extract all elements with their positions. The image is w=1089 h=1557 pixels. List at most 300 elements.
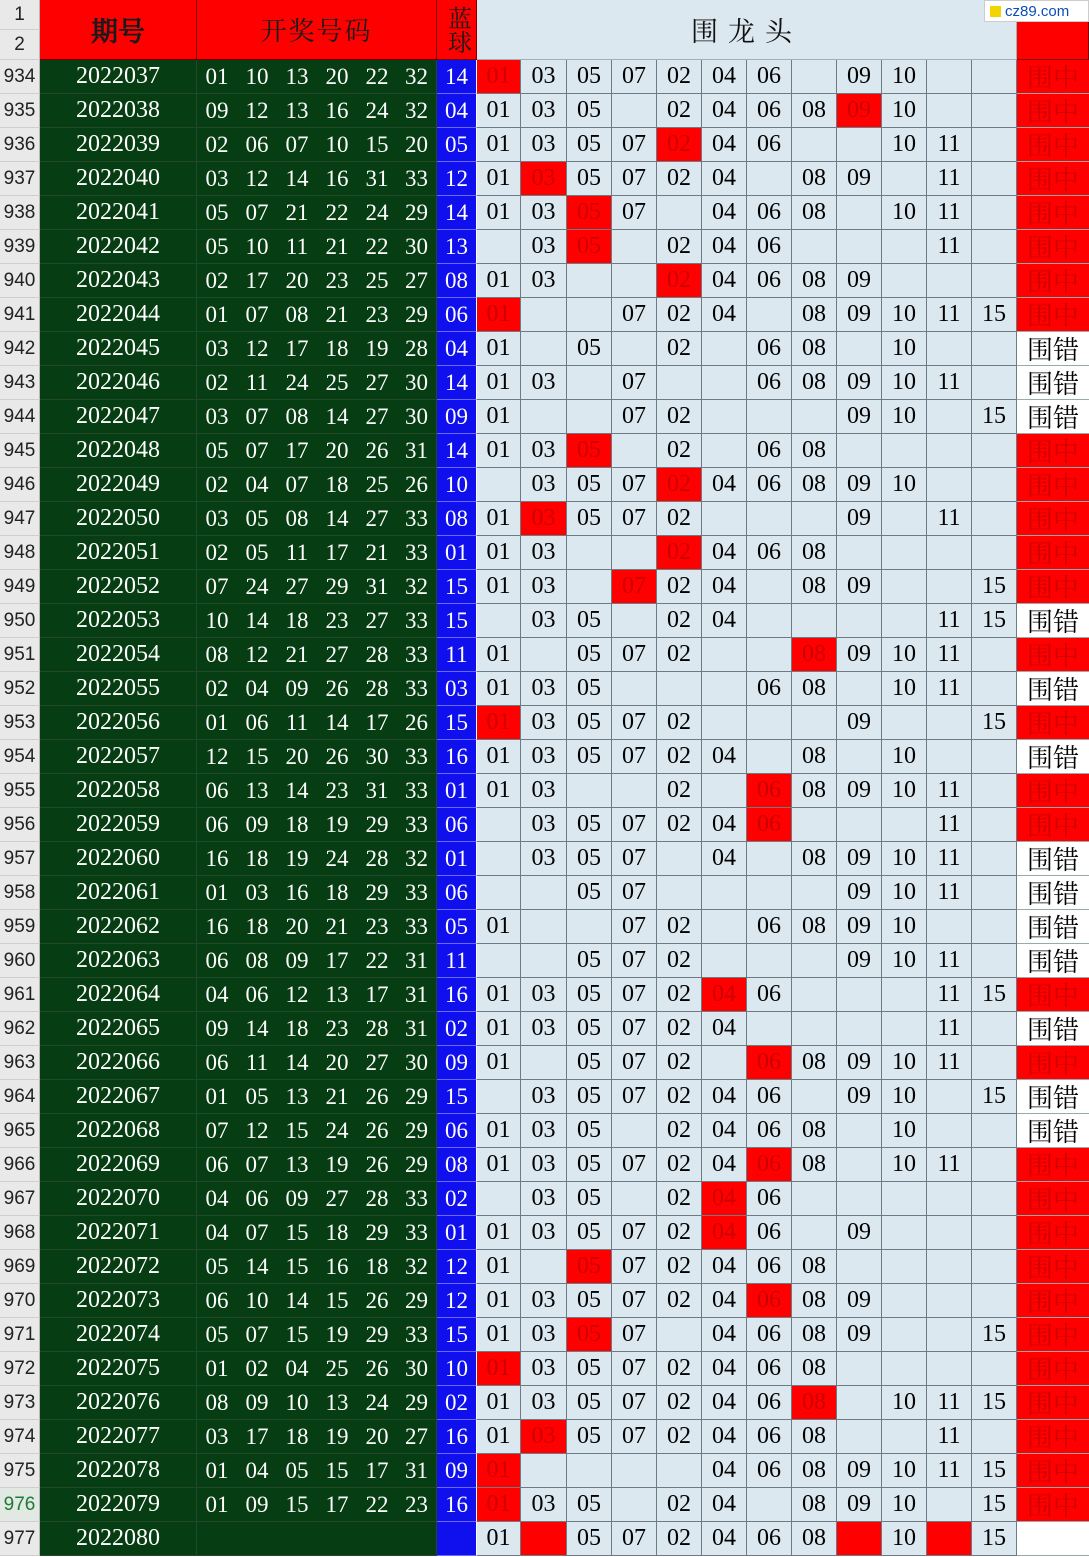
red-ball-cell[interactable]: 16 xyxy=(317,162,357,196)
red-ball-cell[interactable]: 17 xyxy=(317,536,357,570)
red-ball-cell[interactable] xyxy=(197,1522,237,1556)
wlt-cell[interactable]: 05 xyxy=(567,1386,612,1420)
red-ball-cell[interactable]: 28 xyxy=(357,1012,397,1046)
wlt-cell[interactable] xyxy=(612,1182,657,1216)
wlt-cell[interactable]: 01 xyxy=(477,1012,521,1046)
result-cell[interactable]: 围中 xyxy=(1017,60,1089,94)
wlt-cell[interactable] xyxy=(882,604,927,638)
wlt-cell[interactable]: 01 xyxy=(477,196,521,230)
wlt-cell[interactable]: 05 xyxy=(567,672,612,706)
red-ball-cell[interactable]: 08 xyxy=(237,944,277,978)
red-ball-cell[interactable]: 27 xyxy=(357,366,397,400)
wlt-cell[interactable]: 03 xyxy=(521,1080,567,1114)
red-ball-cell[interactable]: 27 xyxy=(397,264,437,298)
wlt-cell[interactable] xyxy=(521,876,567,910)
row-number[interactable]: 976 xyxy=(0,1488,40,1522)
result-cell[interactable]: 围中 xyxy=(1017,128,1089,162)
wlt-cell[interactable]: 15 xyxy=(972,400,1017,434)
wlt-cell[interactable]: 07 xyxy=(612,1522,657,1556)
red-ball-cell[interactable]: 06 xyxy=(197,808,237,842)
red-ball-cell[interactable]: 05 xyxy=(237,502,277,536)
wlt-cell[interactable] xyxy=(972,1284,1017,1318)
wlt-cell[interactable]: 06 xyxy=(747,672,792,706)
wlt-cell[interactable]: 06 xyxy=(747,332,792,366)
period-cell[interactable]: 2022048 xyxy=(40,434,197,468)
wlt-cell[interactable]: 08 xyxy=(792,570,837,604)
wlt-cell[interactable] xyxy=(972,808,1017,842)
red-ball-cell[interactable]: 07 xyxy=(237,1216,277,1250)
wlt-cell[interactable]: 10 xyxy=(882,1046,927,1080)
wlt-cell[interactable]: 11 xyxy=(927,978,972,1012)
wlt-cell[interactable]: 10 xyxy=(882,672,927,706)
wlt-cell[interactable] xyxy=(567,264,612,298)
wlt-hit-cell[interactable]: 06 xyxy=(747,1046,792,1080)
blue-ball-cell[interactable]: 16 xyxy=(437,978,477,1012)
wlt-cell[interactable]: 05 xyxy=(567,876,612,910)
red-ball-cell[interactable]: 33 xyxy=(397,1216,437,1250)
wlt-cell[interactable]: 07 xyxy=(612,196,657,230)
period-cell[interactable]: 2022054 xyxy=(40,638,197,672)
wlt-cell[interactable]: 11 xyxy=(927,196,972,230)
red-ball-cell[interactable]: 33 xyxy=(397,502,437,536)
red-ball-cell[interactable]: 11 xyxy=(277,230,317,264)
wlt-cell[interactable]: 10 xyxy=(882,94,927,128)
result-cell[interactable]: 围中 xyxy=(1017,1454,1089,1488)
period-cell[interactable]: 2022075 xyxy=(40,1352,197,1386)
wlt-cell[interactable]: 09 xyxy=(837,774,882,808)
red-ball-cell[interactable]: 15 xyxy=(277,1250,317,1284)
wlt-hit-cell[interactable]: 09 xyxy=(837,94,882,128)
red-ball-cell[interactable]: 12 xyxy=(277,978,317,1012)
red-ball-cell[interactable]: 26 xyxy=(357,1284,397,1318)
wlt-cell[interactable]: 10 xyxy=(882,1386,927,1420)
wlt-cell[interactable] xyxy=(702,502,747,536)
wlt-cell[interactable]: 03 xyxy=(521,1012,567,1046)
wlt-cell[interactable] xyxy=(837,1386,882,1420)
period-cell[interactable]: 2022069 xyxy=(40,1148,197,1182)
wlt-cell[interactable]: 01 xyxy=(477,570,521,604)
wlt-cell[interactable]: 09 xyxy=(837,706,882,740)
period-cell[interactable]: 2022068 xyxy=(40,1114,197,1148)
wlt-hit-cell[interactable]: 04 xyxy=(702,1216,747,1250)
red-ball-cell[interactable]: 02 xyxy=(197,128,237,162)
red-ball-cell[interactable]: 17 xyxy=(277,332,317,366)
result-cell[interactable]: 围错 xyxy=(1017,672,1089,706)
row-number[interactable]: 961 xyxy=(0,978,40,1012)
wlt-cell[interactable]: 11 xyxy=(927,808,972,842)
blue-ball-cell[interactable]: 08 xyxy=(437,1148,477,1182)
wlt-cell[interactable]: 03 xyxy=(521,1318,567,1352)
red-ball-cell[interactable]: 27 xyxy=(357,502,397,536)
red-ball-cell[interactable]: 28 xyxy=(357,1182,397,1216)
wlt-cell[interactable]: 06 xyxy=(747,264,792,298)
red-ball-cell[interactable]: 06 xyxy=(197,774,237,808)
wlt-cell[interactable]: 08 xyxy=(792,1352,837,1386)
red-ball-cell[interactable]: 29 xyxy=(357,1318,397,1352)
red-ball-cell[interactable]: 19 xyxy=(317,808,357,842)
wlt-cell[interactable]: 01 xyxy=(477,978,521,1012)
blue-ball-cell[interactable]: 14 xyxy=(437,196,477,230)
red-ball-cell[interactable]: 04 xyxy=(197,978,237,1012)
wlt-cell[interactable] xyxy=(882,706,927,740)
red-ball-cell[interactable]: 22 xyxy=(317,196,357,230)
wlt-cell[interactable] xyxy=(567,298,612,332)
row-number[interactable]: 950 xyxy=(0,604,40,638)
red-ball-cell[interactable]: 05 xyxy=(197,196,237,230)
wlt-cell[interactable]: 04 xyxy=(702,536,747,570)
wlt-cell[interactable]: 02 xyxy=(657,1046,702,1080)
row-number[interactable]: 960 xyxy=(0,944,40,978)
wlt-cell[interactable]: 07 xyxy=(612,1318,657,1352)
red-ball-cell[interactable]: 14 xyxy=(237,1012,277,1046)
wlt-cell[interactable] xyxy=(792,1182,837,1216)
blue-ball-cell[interactable]: 02 xyxy=(437,1012,477,1046)
wlt-cell[interactable]: 11 xyxy=(927,366,972,400)
red-ball-cell[interactable]: 07 xyxy=(277,128,317,162)
wlt-cell[interactable]: 15 xyxy=(972,298,1017,332)
wlt-cell[interactable]: 05 xyxy=(567,1080,612,1114)
wlt-cell[interactable] xyxy=(521,638,567,672)
wlt-cell[interactable]: 08 xyxy=(792,94,837,128)
red-ball-cell[interactable]: 20 xyxy=(317,434,357,468)
wlt-cell[interactable] xyxy=(747,1012,792,1046)
wlt-cell[interactable]: 01 xyxy=(477,162,521,196)
red-ball-cell[interactable]: 10 xyxy=(237,60,277,94)
red-ball-cell[interactable]: 22 xyxy=(357,944,397,978)
wlt-cell[interactable] xyxy=(927,434,972,468)
wlt-cell[interactable]: 15 xyxy=(972,706,1017,740)
red-ball-cell[interactable]: 18 xyxy=(277,808,317,842)
wlt-cell[interactable] xyxy=(521,1046,567,1080)
wlt-cell[interactable]: 08 xyxy=(792,1454,837,1488)
wlt-cell[interactable]: 09 xyxy=(837,468,882,502)
wlt-cell[interactable]: 08 xyxy=(792,468,837,502)
red-ball-cell[interactable]: 31 xyxy=(357,774,397,808)
wlt-cell[interactable]: 09 xyxy=(837,366,882,400)
wlt-cell[interactable] xyxy=(837,196,882,230)
wlt-cell[interactable]: 15 xyxy=(972,570,1017,604)
wlt-cell[interactable] xyxy=(521,1250,567,1284)
red-ball-cell[interactable]: 31 xyxy=(397,944,437,978)
period-cell[interactable]: 2022039 xyxy=(40,128,197,162)
red-ball-cell[interactable]: 02 xyxy=(237,1352,277,1386)
wlt-cell[interactable]: 11 xyxy=(927,638,972,672)
row-number[interactable]: 952 xyxy=(0,672,40,706)
wlt-cell[interactable] xyxy=(882,502,927,536)
wlt-cell[interactable] xyxy=(521,332,567,366)
result-cell[interactable]: 围中 xyxy=(1017,1488,1089,1522)
red-ball-cell[interactable] xyxy=(237,1522,277,1556)
red-ball-cell[interactable]: 24 xyxy=(237,570,277,604)
red-ball-cell[interactable]: 24 xyxy=(357,1386,397,1420)
result-cell[interactable]: 围错 xyxy=(1017,842,1089,876)
wlt-cell[interactable] xyxy=(477,842,521,876)
wlt-cell[interactable] xyxy=(927,536,972,570)
wlt-cell[interactable]: 02 xyxy=(657,434,702,468)
blue-ball-cell[interactable]: 01 xyxy=(437,774,477,808)
wlt-cell[interactable] xyxy=(567,536,612,570)
wlt-cell[interactable]: 07 xyxy=(612,468,657,502)
red-ball-cell[interactable]: 04 xyxy=(197,1182,237,1216)
red-ball-cell[interactable]: 19 xyxy=(317,1148,357,1182)
red-ball-cell[interactable]: 07 xyxy=(237,298,277,332)
red-ball-cell[interactable]: 09 xyxy=(277,672,317,706)
red-ball-cell[interactable]: 02 xyxy=(197,468,237,502)
wlt-hit-cell[interactable]: 07 xyxy=(612,570,657,604)
red-ball-cell[interactable]: 17 xyxy=(237,264,277,298)
wlt-cell[interactable] xyxy=(882,1216,927,1250)
red-ball-cell[interactable]: 12 xyxy=(237,162,277,196)
red-ball-cell[interactable]: 25 xyxy=(357,264,397,298)
wlt-cell[interactable]: 01 xyxy=(477,740,521,774)
row-number[interactable]: 945 xyxy=(0,434,40,468)
wlt-cell[interactable]: 09 xyxy=(837,400,882,434)
wlt-cell[interactable]: 10 xyxy=(882,1488,927,1522)
red-ball-cell[interactable]: 14 xyxy=(237,604,277,638)
wlt-cell[interactable] xyxy=(972,1114,1017,1148)
wlt-cell[interactable]: 01 xyxy=(477,434,521,468)
wlt-cell[interactable] xyxy=(747,400,792,434)
wlt-cell[interactable]: 06 xyxy=(747,536,792,570)
red-ball-cell[interactable]: 23 xyxy=(397,1488,437,1522)
blue-ball-cell[interactable]: 15 xyxy=(437,570,477,604)
wlt-hit-cell[interactable]: 04 xyxy=(702,978,747,1012)
red-ball-cell[interactable]: 29 xyxy=(397,1114,437,1148)
wlt-cell[interactable]: 08 xyxy=(792,774,837,808)
row-number[interactable]: 971 xyxy=(0,1318,40,1352)
wlt-cell[interactable]: 03 xyxy=(521,196,567,230)
wlt-cell[interactable]: 09 xyxy=(837,876,882,910)
red-ball-cell[interactable]: 13 xyxy=(237,774,277,808)
red-ball-cell[interactable]: 21 xyxy=(277,196,317,230)
blue-ball-cell[interactable]: 06 xyxy=(437,808,477,842)
blue-ball-cell[interactable]: 06 xyxy=(437,876,477,910)
wlt-cell[interactable] xyxy=(747,842,792,876)
result-cell[interactable]: 围错 xyxy=(1017,1012,1089,1046)
wlt-cell[interactable] xyxy=(792,944,837,978)
wlt-cell[interactable]: 02 xyxy=(657,1284,702,1318)
period-cell[interactable]: 2022056 xyxy=(40,706,197,740)
blue-ball-cell[interactable]: 15 xyxy=(437,1318,477,1352)
wlt-cell[interactable]: 09 xyxy=(837,1046,882,1080)
wlt-cell[interactable] xyxy=(792,128,837,162)
red-ball-cell[interactable]: 11 xyxy=(237,366,277,400)
red-ball-cell[interactable]: 20 xyxy=(317,1046,357,1080)
wlt-cell[interactable] xyxy=(927,468,972,502)
wlt-cell[interactable]: 03 xyxy=(521,60,567,94)
wlt-cell[interactable]: 11 xyxy=(927,672,972,706)
wlt-cell[interactable]: 04 xyxy=(702,230,747,264)
wlt-cell[interactable]: 11 xyxy=(927,162,972,196)
wlt-cell[interactable]: 09 xyxy=(837,910,882,944)
result-cell[interactable]: 围中 xyxy=(1017,1250,1089,1284)
red-ball-cell[interactable]: 15 xyxy=(277,1488,317,1522)
wlt-cell[interactable]: 04 xyxy=(702,1318,747,1352)
red-ball-cell[interactable]: 25 xyxy=(357,468,397,502)
wlt-cell[interactable]: 08 xyxy=(792,196,837,230)
red-ball-cell[interactable]: 07 xyxy=(237,434,277,468)
row-number[interactable]: 957 xyxy=(0,842,40,876)
red-ball-cell[interactable]: 20 xyxy=(397,128,437,162)
wlt-cell[interactable] xyxy=(792,1216,837,1250)
wlt-cell[interactable]: 07 xyxy=(612,910,657,944)
wlt-cell[interactable] xyxy=(882,978,927,1012)
wlt-cell[interactable]: 06 xyxy=(747,1318,792,1352)
wlt-cell[interactable] xyxy=(792,978,837,1012)
red-ball-cell[interactable]: 05 xyxy=(237,1080,277,1114)
red-ball-cell[interactable]: 03 xyxy=(197,1420,237,1454)
wlt-cell[interactable] xyxy=(927,1352,972,1386)
blue-ball-cell[interactable]: 08 xyxy=(437,264,477,298)
red-ball-cell[interactable]: 18 xyxy=(277,1420,317,1454)
red-ball-cell[interactable]: 29 xyxy=(357,808,397,842)
wlt-cell[interactable] xyxy=(702,672,747,706)
red-ball-cell[interactable]: 06 xyxy=(197,1148,237,1182)
wlt-cell[interactable]: 08 xyxy=(792,740,837,774)
red-ball-cell[interactable]: 06 xyxy=(237,1182,277,1216)
blue-ball-cell[interactable]: 10 xyxy=(437,468,477,502)
period-cell[interactable]: 2022057 xyxy=(40,740,197,774)
wlt-cell[interactable]: 03 xyxy=(521,468,567,502)
wlt-cell[interactable] xyxy=(657,366,702,400)
wlt-cell[interactable]: 01 xyxy=(477,1386,521,1420)
wlt-cell[interactable]: 02 xyxy=(657,1488,702,1522)
period-cell[interactable]: 2022045 xyxy=(40,332,197,366)
wlt-cell[interactable] xyxy=(792,1012,837,1046)
red-ball-cell[interactable]: 27 xyxy=(397,1420,437,1454)
red-ball-cell[interactable]: 18 xyxy=(317,468,357,502)
wlt-cell[interactable]: 03 xyxy=(521,1148,567,1182)
wlt-cell[interactable]: 09 xyxy=(837,570,882,604)
red-ball-cell[interactable]: 16 xyxy=(277,876,317,910)
wlt-cell[interactable]: 05 xyxy=(567,60,612,94)
wlt-cell[interactable]: 10 xyxy=(882,332,927,366)
red-ball-cell[interactable]: 18 xyxy=(277,1012,317,1046)
row-number[interactable]: 977 xyxy=(0,1522,40,1556)
red-ball-cell[interactable]: 03 xyxy=(237,876,277,910)
wlt-cell[interactable] xyxy=(972,1250,1017,1284)
wlt-cell[interactable]: 03 xyxy=(521,94,567,128)
wlt-cell[interactable]: 06 xyxy=(747,196,792,230)
red-ball-cell[interactable]: 16 xyxy=(317,94,357,128)
wlt-cell[interactable]: 02 xyxy=(657,400,702,434)
result-cell[interactable]: 围错 xyxy=(1017,366,1089,400)
wlt-cell[interactable]: 11 xyxy=(927,842,972,876)
wlt-cell[interactable]: 05 xyxy=(567,808,612,842)
wlt-cell[interactable]: 09 xyxy=(837,60,882,94)
result-cell[interactable]: 围错 xyxy=(1017,604,1089,638)
wlt-cell[interactable] xyxy=(927,910,972,944)
wlt-cell[interactable]: 06 xyxy=(747,1216,792,1250)
wlt-cell[interactable] xyxy=(837,1114,882,1148)
wlt-cell[interactable] xyxy=(747,706,792,740)
wlt-cell[interactable] xyxy=(567,400,612,434)
wlt-cell[interactable]: 05 xyxy=(567,468,612,502)
wlt-hit-cell[interactable]: 01 xyxy=(477,1352,521,1386)
wlt-cell[interactable]: 01 xyxy=(477,774,521,808)
wlt-cell[interactable] xyxy=(612,94,657,128)
red-ball-cell[interactable]: 22 xyxy=(357,60,397,94)
wlt-cell[interactable] xyxy=(477,468,521,502)
wlt-cell[interactable] xyxy=(702,706,747,740)
wlt-cell[interactable]: 03 xyxy=(521,842,567,876)
wlt-cell[interactable]: 10 xyxy=(882,638,927,672)
result-cell[interactable] xyxy=(1017,1522,1089,1556)
wlt-cell[interactable] xyxy=(521,944,567,978)
blue-ball-cell[interactable]: 13 xyxy=(437,230,477,264)
wlt-cell[interactable]: 03 xyxy=(521,604,567,638)
row-number[interactable]: 940 xyxy=(0,264,40,298)
wlt-hit-cell[interactable]: 01 xyxy=(477,1488,521,1522)
wlt-cell[interactable] xyxy=(702,332,747,366)
red-ball-cell[interactable]: 18 xyxy=(277,604,317,638)
red-ball-cell[interactable]: 12 xyxy=(197,740,237,774)
wlt-cell[interactable] xyxy=(837,230,882,264)
wlt-cell[interactable]: 02 xyxy=(657,1250,702,1284)
wlt-cell[interactable] xyxy=(792,808,837,842)
wlt-cell[interactable]: 02 xyxy=(657,1386,702,1420)
red-ball-cell[interactable]: 24 xyxy=(277,366,317,400)
result-cell[interactable]: 围中 xyxy=(1017,162,1089,196)
period-cell[interactable]: 2022058 xyxy=(40,774,197,808)
wlt-cell[interactable]: 06 xyxy=(747,1386,792,1420)
red-ball-cell[interactable]: 10 xyxy=(197,604,237,638)
wlt-cell[interactable] xyxy=(927,1182,972,1216)
wlt-cell[interactable] xyxy=(702,774,747,808)
red-ball-cell[interactable]: 20 xyxy=(277,740,317,774)
red-ball-cell[interactable]: 28 xyxy=(357,672,397,706)
wlt-cell[interactable] xyxy=(792,230,837,264)
result-cell[interactable]: 围中 xyxy=(1017,434,1089,468)
red-ball-cell[interactable]: 21 xyxy=(277,638,317,672)
wlt-cell[interactable] xyxy=(837,808,882,842)
wlt-cell[interactable]: 09 xyxy=(837,502,882,536)
red-ball-cell[interactable]: 33 xyxy=(397,672,437,706)
red-ball-cell[interactable]: 17 xyxy=(357,706,397,740)
wlt-cell[interactable] xyxy=(882,1284,927,1318)
wlt-cell[interactable] xyxy=(792,876,837,910)
wlt-cell[interactable] xyxy=(972,502,1017,536)
red-ball-cell[interactable]: 13 xyxy=(277,60,317,94)
red-ball-cell[interactable]: 09 xyxy=(197,94,237,128)
red-ball-cell[interactable]: 13 xyxy=(317,1386,357,1420)
wlt-cell[interactable]: 07 xyxy=(612,1216,657,1250)
wlt-cell[interactable]: 03 xyxy=(521,672,567,706)
period-cell[interactable]: 2022074 xyxy=(40,1318,197,1352)
wlt-cell[interactable]: 15 xyxy=(972,978,1017,1012)
wlt-cell[interactable] xyxy=(477,944,521,978)
wlt-cell[interactable] xyxy=(521,910,567,944)
wlt-cell[interactable]: 09 xyxy=(837,298,882,332)
wlt-cell[interactable] xyxy=(972,1012,1017,1046)
wlt-cell[interactable]: 10 xyxy=(882,910,927,944)
row-number[interactable]: 967 xyxy=(0,1182,40,1216)
wlt-cell[interactable] xyxy=(837,1420,882,1454)
red-ball-cell[interactable]: 30 xyxy=(397,230,437,264)
wlt-cell[interactable] xyxy=(972,536,1017,570)
wlt-cell[interactable]: 10 xyxy=(882,1148,927,1182)
wlt-cell[interactable]: 02 xyxy=(657,808,702,842)
wlt-cell[interactable] xyxy=(972,876,1017,910)
red-ball-cell[interactable]: 27 xyxy=(357,604,397,638)
blue-ball-cell[interactable]: 01 xyxy=(437,842,477,876)
wlt-cell[interactable]: 06 xyxy=(747,94,792,128)
wlt-cell[interactable] xyxy=(882,1420,927,1454)
blue-ball-cell[interactable]: 15 xyxy=(437,604,477,638)
wlt-cell[interactable]: 06 xyxy=(747,1182,792,1216)
red-ball-cell[interactable]: 27 xyxy=(317,638,357,672)
wlt-hit-cell[interactable]: 08 xyxy=(792,1386,837,1420)
